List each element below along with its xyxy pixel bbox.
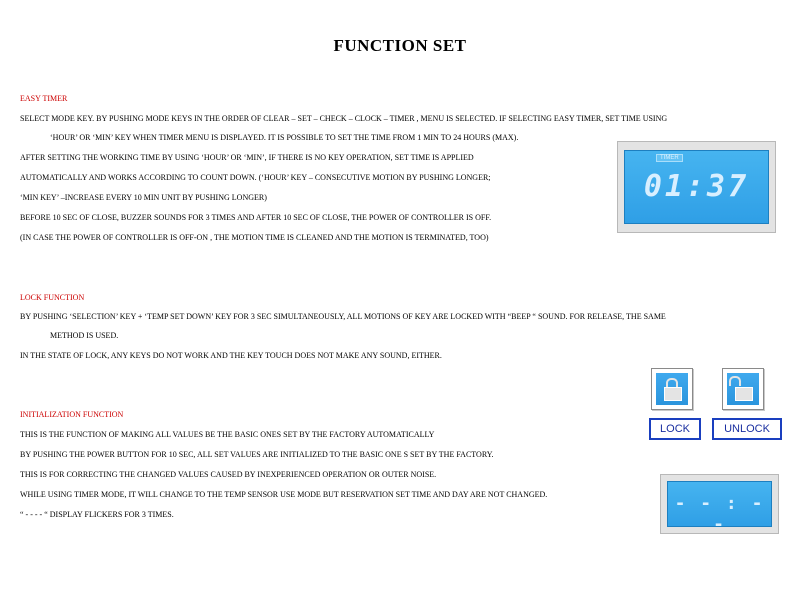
lock-function-line: METHOD IS USED. [50, 331, 119, 340]
lock-function-line: IN THE STATE OF LOCK, ANY KEYS DO NOT WORK AND THE KEY TOUCH DOES NOT MAKE ANY SOUND, EITHER. [20, 351, 442, 360]
timer-label: TIMER [656, 154, 683, 162]
easy-timer-heading: EASY TIMER [20, 94, 68, 103]
easy-timer-line: (IN CASE THE POWER OF CONTROLLER IS OFF-ON , THE MOTION TIME IS CLEANED AND THE MOTION IS TERMINATED, TOO) [20, 233, 489, 242]
easy-timer-line: AFTER SETTING THE WORKING TIME BY USING ‘HOUR’ OR ‘MIN’, IF THERE IS NO KEY OPERATION, SET TIME IS APPLIED [20, 153, 474, 162]
easy-timer-line: AUTOMATICALLY AND WORKS ACCORDING TO COUNT DOWN. (‘HOUR’ KEY – CONSECUTIVE MOTION BY PUSHING LONGER; [20, 173, 491, 182]
easy-timer-line: BEFORE 10 SEC OF CLOSE, BUZZER SOUNDS FOR 3 TIMES AND AFTER 10 SEC OF CLOSE, THE POWER OF CONTROLLER IS OFF. [20, 213, 492, 222]
unlock-button[interactable]: UNLOCK [712, 418, 782, 440]
initialization-line: BY PUSHING THE POWER BUTTON FOR 10 SEC, ALL SET VALUES ARE INITIALIZED TO THE BASIC ONE S SET BY THE FACTORY. [20, 450, 494, 459]
initialization-heading: INITIALIZATION FUNCTION [20, 410, 124, 419]
unlock-icon [722, 368, 764, 410]
lock-icon [651, 368, 693, 410]
initialization-line: WHILE USING TIMER MODE, IT WILL CHANGE TO THE TEMP SENSOR USE MODE BUT RESERVATION SET TIME AND DAY ARE NOT CHANGED. [20, 490, 548, 499]
initialization-line: THIS IS THE FUNCTION OF MAKING ALL VALUES BE THE BASIC ONES SET BY THE FACTORY AUTOMATICALLY [20, 430, 435, 439]
timer-digits: 01:37 [643, 169, 750, 204]
lock-function-heading: LOCK FUNCTION [20, 293, 85, 302]
timer-display-frame [617, 141, 776, 233]
easy-timer-line: ‘MIN KEY’ –INCREASE EVERY 10 MIN UNIT BY PUSHING LONGER) [20, 193, 267, 202]
timer-display [624, 150, 769, 224]
page-title: FUNCTION SET [333, 36, 467, 55]
initialization-line: THIS IS FOR CORRECTING THE CHANGED VALUES CAUSED BY INEXPERIENCED OPERATION OR OUTER NOISE. [20, 470, 437, 479]
lock-button[interactable]: LOCK [649, 418, 701, 440]
init-digits: - - : - - [674, 493, 765, 535]
easy-timer-line: ‘HOUR’ OR ‘MIN’ KEY WHEN TIMER MENU IS DISPLAYED. IT IS POSSIBLE TO SET THE TIME FROM 1 MIN TO 24 HOURS (MAX). [50, 133, 519, 142]
easy-timer-line: SELECT MODE KEY. BY PUSHING MODE KEYS IN THE ORDER OF CLEAR – SET – CHECK – CLOCK – TIMER , MENU IS SELECTED. IF SELECTING EASY TIMER, SET TIME USING [20, 114, 668, 123]
initialization-line: “ - - - - “ DISPLAY FLICKERS FOR 3 TIMES. [20, 510, 174, 519]
init-display-frame [660, 474, 779, 534]
lock-function-line: BY PUSHING ‘SELECTION’ KEY + ‘TEMP SET DOWN’ KEY FOR 3 SEC SIMULTANEOUSLY, ALL MOTIONS OF KEY ARE LOCKED WITH “BEEP “ SOUND. FOR RELEASE, THE SAME [20, 312, 666, 321]
init-display [667, 481, 772, 535]
